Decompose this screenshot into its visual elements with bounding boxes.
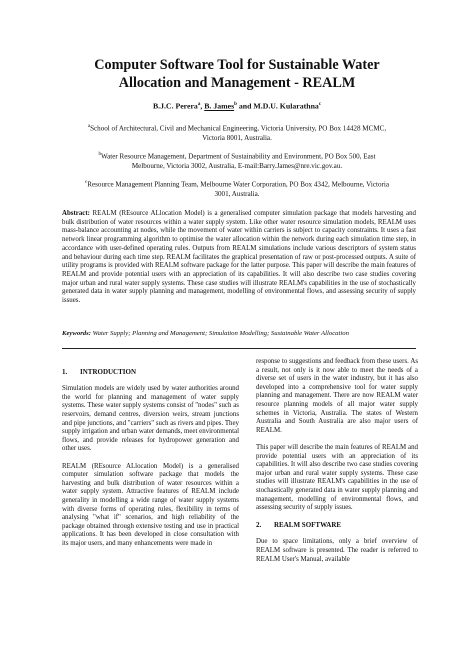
section-1-title: INTRODUCTION bbox=[80, 368, 137, 376]
left-column bbox=[62, 368, 239, 557]
affiliation-b-line-1: Water Resource Management, Department of Sustainability and Environment, PO Box 500, East bbox=[101, 152, 376, 161]
software-paragraph-1: Due to space limitations, only a brief overview of REALM software is presented. The reader is referred to REALM User's Manual, available bbox=[256, 538, 418, 563]
affiliation-a-line-2: Victoria 8001, Australia. bbox=[202, 133, 272, 142]
keywords-body: Water Supply; Planning and Management; Simulation Modelling; Sustainable Water Allocation bbox=[92, 330, 349, 337]
affiliation-a-sup: a bbox=[87, 124, 91, 129]
affiliation-a bbox=[78, 122, 396, 143]
intro-paragraph-4: This paper will describe the main features of REALM and provide potential users with an appreciation of its capabilities. It will also describe two case studies covering major urban and rural water supply systems. These case studies will illustrate REALM's capabilities in the use of stochastically generated data in water supply planning and management, modelling of environmental flows, and assessing security of supply issues. bbox=[256, 443, 418, 512]
keywords bbox=[62, 330, 416, 339]
paper-title bbox=[40, 56, 434, 92]
keywords-divider bbox=[62, 348, 416, 349]
author-2: B. James bbox=[204, 101, 235, 111]
author-1: B.J.C. Perera bbox=[152, 101, 198, 111]
abstract-body: REALM (REsource ALlocation Model) is a generalised computer simulation package that models harvesting and bulk distribution of water resources within a water supply system. Like other water resource simulation models, REALM uses mass-balance accounting at nodes, while the movement of water within carriers is subject to capacity constraints. It uses a fast network linear programming algorithm to optimise the water allocation within the network during each simulation time step, in accordance with user-defined operating rules. Outputs from REALM simulations include various descriptors of system status and behaviour during each time step. REALM facilitates the graphical presentation of raw or post-processed outputs. A suite of utility programs is provided with REALM software package for the latter purpose. This paper will describe the main features of REALM and provide potential users with an appreciation of its capabilities. It will also describe two case studies covering major urban and rural water supply systems. These case studies will illustrate REALM's capabilities in the use of stochastically generated data in water supply planning and management, modelling of environmental flows, and assessing security of supply issues. bbox=[62, 210, 416, 305]
keywords-label: Keywords: bbox=[62, 330, 91, 337]
affiliation-c bbox=[78, 178, 396, 199]
author-list bbox=[40, 100, 434, 112]
section-2-number: 2. bbox=[256, 521, 262, 530]
section-2-heading bbox=[256, 521, 418, 530]
abstract bbox=[62, 210, 416, 306]
title-line-1: Computer Software Tool for Sustainable Water bbox=[94, 57, 380, 73]
affiliation-a-line-1: School of Architectural, Civil and Mechanical Engineering, Victoria University, PO Box 14428 MCMC, bbox=[90, 124, 387, 133]
affiliation-b-line-2: Melbourne, Victoria 3002, Australia, E-mail:Barry.James@nre.vic.gov.au. bbox=[131, 161, 343, 170]
intro-paragraph-1: Simulation models are widely used by water authorities around the world for planning and management of water supply systems. These water supply systems consist of "nodes" such as reservoirs, demand centres, diversion weirs, stream junctions and pipe junctions, and "carriers" such as rivers and pipes. They supply irrigation and urban water demands, meet environmental flows, and provide releases for hydropower generation and other uses. bbox=[62, 385, 239, 453]
affiliation-b bbox=[78, 150, 396, 171]
intro-paragraph-2: REALM (REsource ALlocation Model) is a generalised computer simulation software package that models the harvesting and bulk distribution of water resources within a water supply system. Attractive features of REALM include generality in modelling a wide range of water supply systems with diverse forms of operating rules, flexibility in terms of analysing "what if" scenarios, and high reliability of the package obtained through extensive testing and use in practical applications. It has been developed in close consultation with its major users, and many enhancements were made in bbox=[62, 462, 239, 547]
author-1-sup: a bbox=[197, 102, 201, 107]
author-sep-2: and bbox=[236, 101, 254, 111]
affiliation-b-sup: b bbox=[98, 152, 102, 157]
author-3: M.D.U. Kularathna bbox=[253, 101, 319, 111]
section-1-heading bbox=[62, 368, 239, 377]
author-2-sup: b bbox=[234, 102, 237, 107]
author-3-sup: c bbox=[318, 102, 322, 107]
section-2-title: REALM SOFTWARE bbox=[274, 521, 342, 530]
affiliation-c-line-2: 3001, Australia. bbox=[214, 189, 260, 198]
affiliation-c-line-1: Resource Management Planning Team, Melbourne Water Corporation, PO Box 4342, Melbourne, Victoria bbox=[87, 180, 389, 189]
affiliation-c-sup: c bbox=[85, 180, 88, 185]
abstract-label: Abstract: bbox=[62, 210, 90, 217]
right-column bbox=[256, 358, 418, 573]
intro-paragraph-3: response to suggestions and feedback from these users. As a result, not only is it now able to meet the needs of a diverse set of users in the water industry, but it has also developed into a comprehensive tool for water supply planning and management. There are now REALM water resource planning models of all major water supply schemes in Victoria, Australia. The states of Western Australia and South Australia are also major users of REALM. bbox=[256, 358, 418, 434]
author-sep-1: , bbox=[200, 101, 205, 111]
title-line-2: Allocation and Management - REALM bbox=[118, 75, 356, 91]
section-1-number: 1. bbox=[62, 368, 68, 376]
